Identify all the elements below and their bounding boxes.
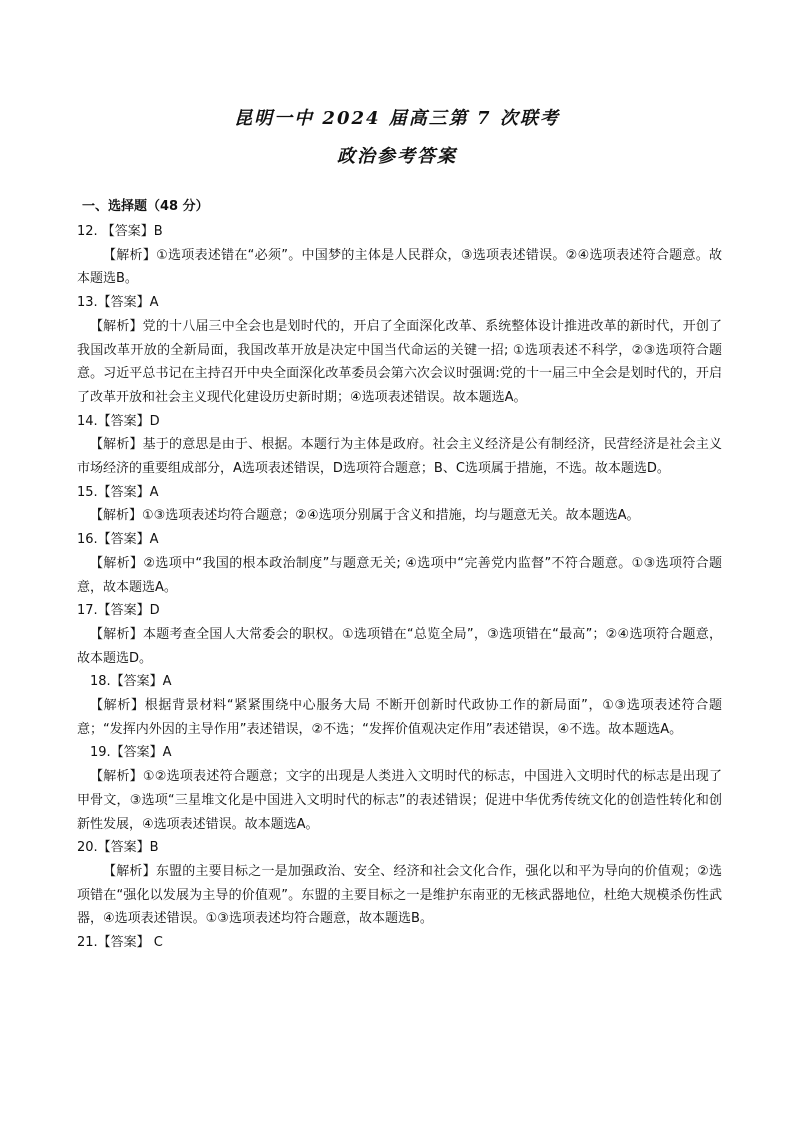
explanation-14: 【解析】基于的意思是由于、根据。本题行为主体是政府。社会主义经济是公有制经济，民营经济是社会主义市场经济的重要组成部分，A选项表述错误，D选项符合题意；B、C选项属于措施，不选。故本题选D。 bbox=[77, 437, 722, 477]
answer-line-20: 20.【答案】B bbox=[77, 840, 159, 856]
explanation-13: 【解析】党的十八届三中全会也是划时代的，开启了全面深化改革、系统整体设计推进改革的新时代，开创了我国改革开放的全新局面，我国改革开放是决定中国当代命运的关键一招; ①选项表述不科学，②③选项符合题意。习近平总书记在主持召开中央全面深化改革委员会第六次会议时强调:党的十一届三中全会是划时代的，开启了改革开放和社会主义现代化建设历史新时期；④选项表述错误。故本题选A。 bbox=[77, 318, 722, 405]
answer-line-17: 17.【答案】D bbox=[77, 603, 160, 619]
explanation-12: 【解析】①选项表述错在“必须”。中国梦的主体是人民群众，③选项表述错误。②④选项表述符合题意。故本题选B。 bbox=[77, 247, 722, 287]
section-heading: 一、选择题（48 分） bbox=[82, 199, 209, 214]
answer-line-15: 15.【答案】A bbox=[77, 484, 159, 500]
answer-list bbox=[77, 220, 722, 955]
explanation-15: 【解析】①③选项表述均符合题意；②④选项分别属于含义和措施，均与题意无关。故本题选A。 bbox=[90, 508, 640, 524]
document-subtitle: 政治参考答案 bbox=[337, 146, 457, 167]
answer-line-19: 19.【答案】A bbox=[90, 745, 172, 761]
answer-line-12: 12. 【答案】B bbox=[77, 224, 163, 239]
explanation-18: 【解析】根据背景材料“紧紧围绕中心服务大局 不断开创新时代政协工作的新局面”，①③选项表述符合题意；“发挥内外因的主导作用”表述错误，②不选；“发挥价值观决定作用”表述错误，④不选。故本题选A。 bbox=[77, 698, 722, 737]
document-title: 昆明一中 2024 届高三第 7 次联考 bbox=[234, 108, 560, 129]
answer-line-13: 13.【答案】A bbox=[77, 295, 159, 311]
answer-line-14: 14.【答案】D bbox=[77, 413, 160, 429]
answer-line-16: 16.【答案】A bbox=[77, 532, 159, 548]
explanation-19: 【解析】①②选项表述符合题意；文字的出现是人类进入文明时代的标志，中国进入文明时代的标志是出现了甲骨文，③选项“三星堆文化是中国进入文明时代的标志”的表述错误；促进中华优秀传统文化的创造性转化和创新性发展，④选项表述错误。故本题选A。 bbox=[77, 769, 722, 832]
answer-line-18: 18.【答案】A bbox=[90, 674, 172, 690]
explanation-20: 【解析】东盟的主要目标之一是加强政治、安全、经济和社会文化合作，强化以和平为导向的价值观；②选项错在“强化以发展为主导的价值观”。东盟的主要目标之一是维护东南亚的无核武器地位，杜绝大规模杀伤性武器，④选项表述错误。①③选项表述均符合题意，故本题选B。 bbox=[77, 863, 722, 927]
answer-line-21: 21.【答案】 C bbox=[77, 935, 163, 951]
explanation-17: 【解析】本题考查全国人大常委会的职权。①选项错在“总览全局”，③选项错在“最高”；②④选项符合题意，故本题选D。 bbox=[77, 626, 722, 666]
explanation-16: 【解析】②选项中“我国的根本政治制度”与题意无关; ④选项中“完善党内监督”不符合题意。①③选项符合题意，故本题选A。 bbox=[77, 555, 722, 595]
